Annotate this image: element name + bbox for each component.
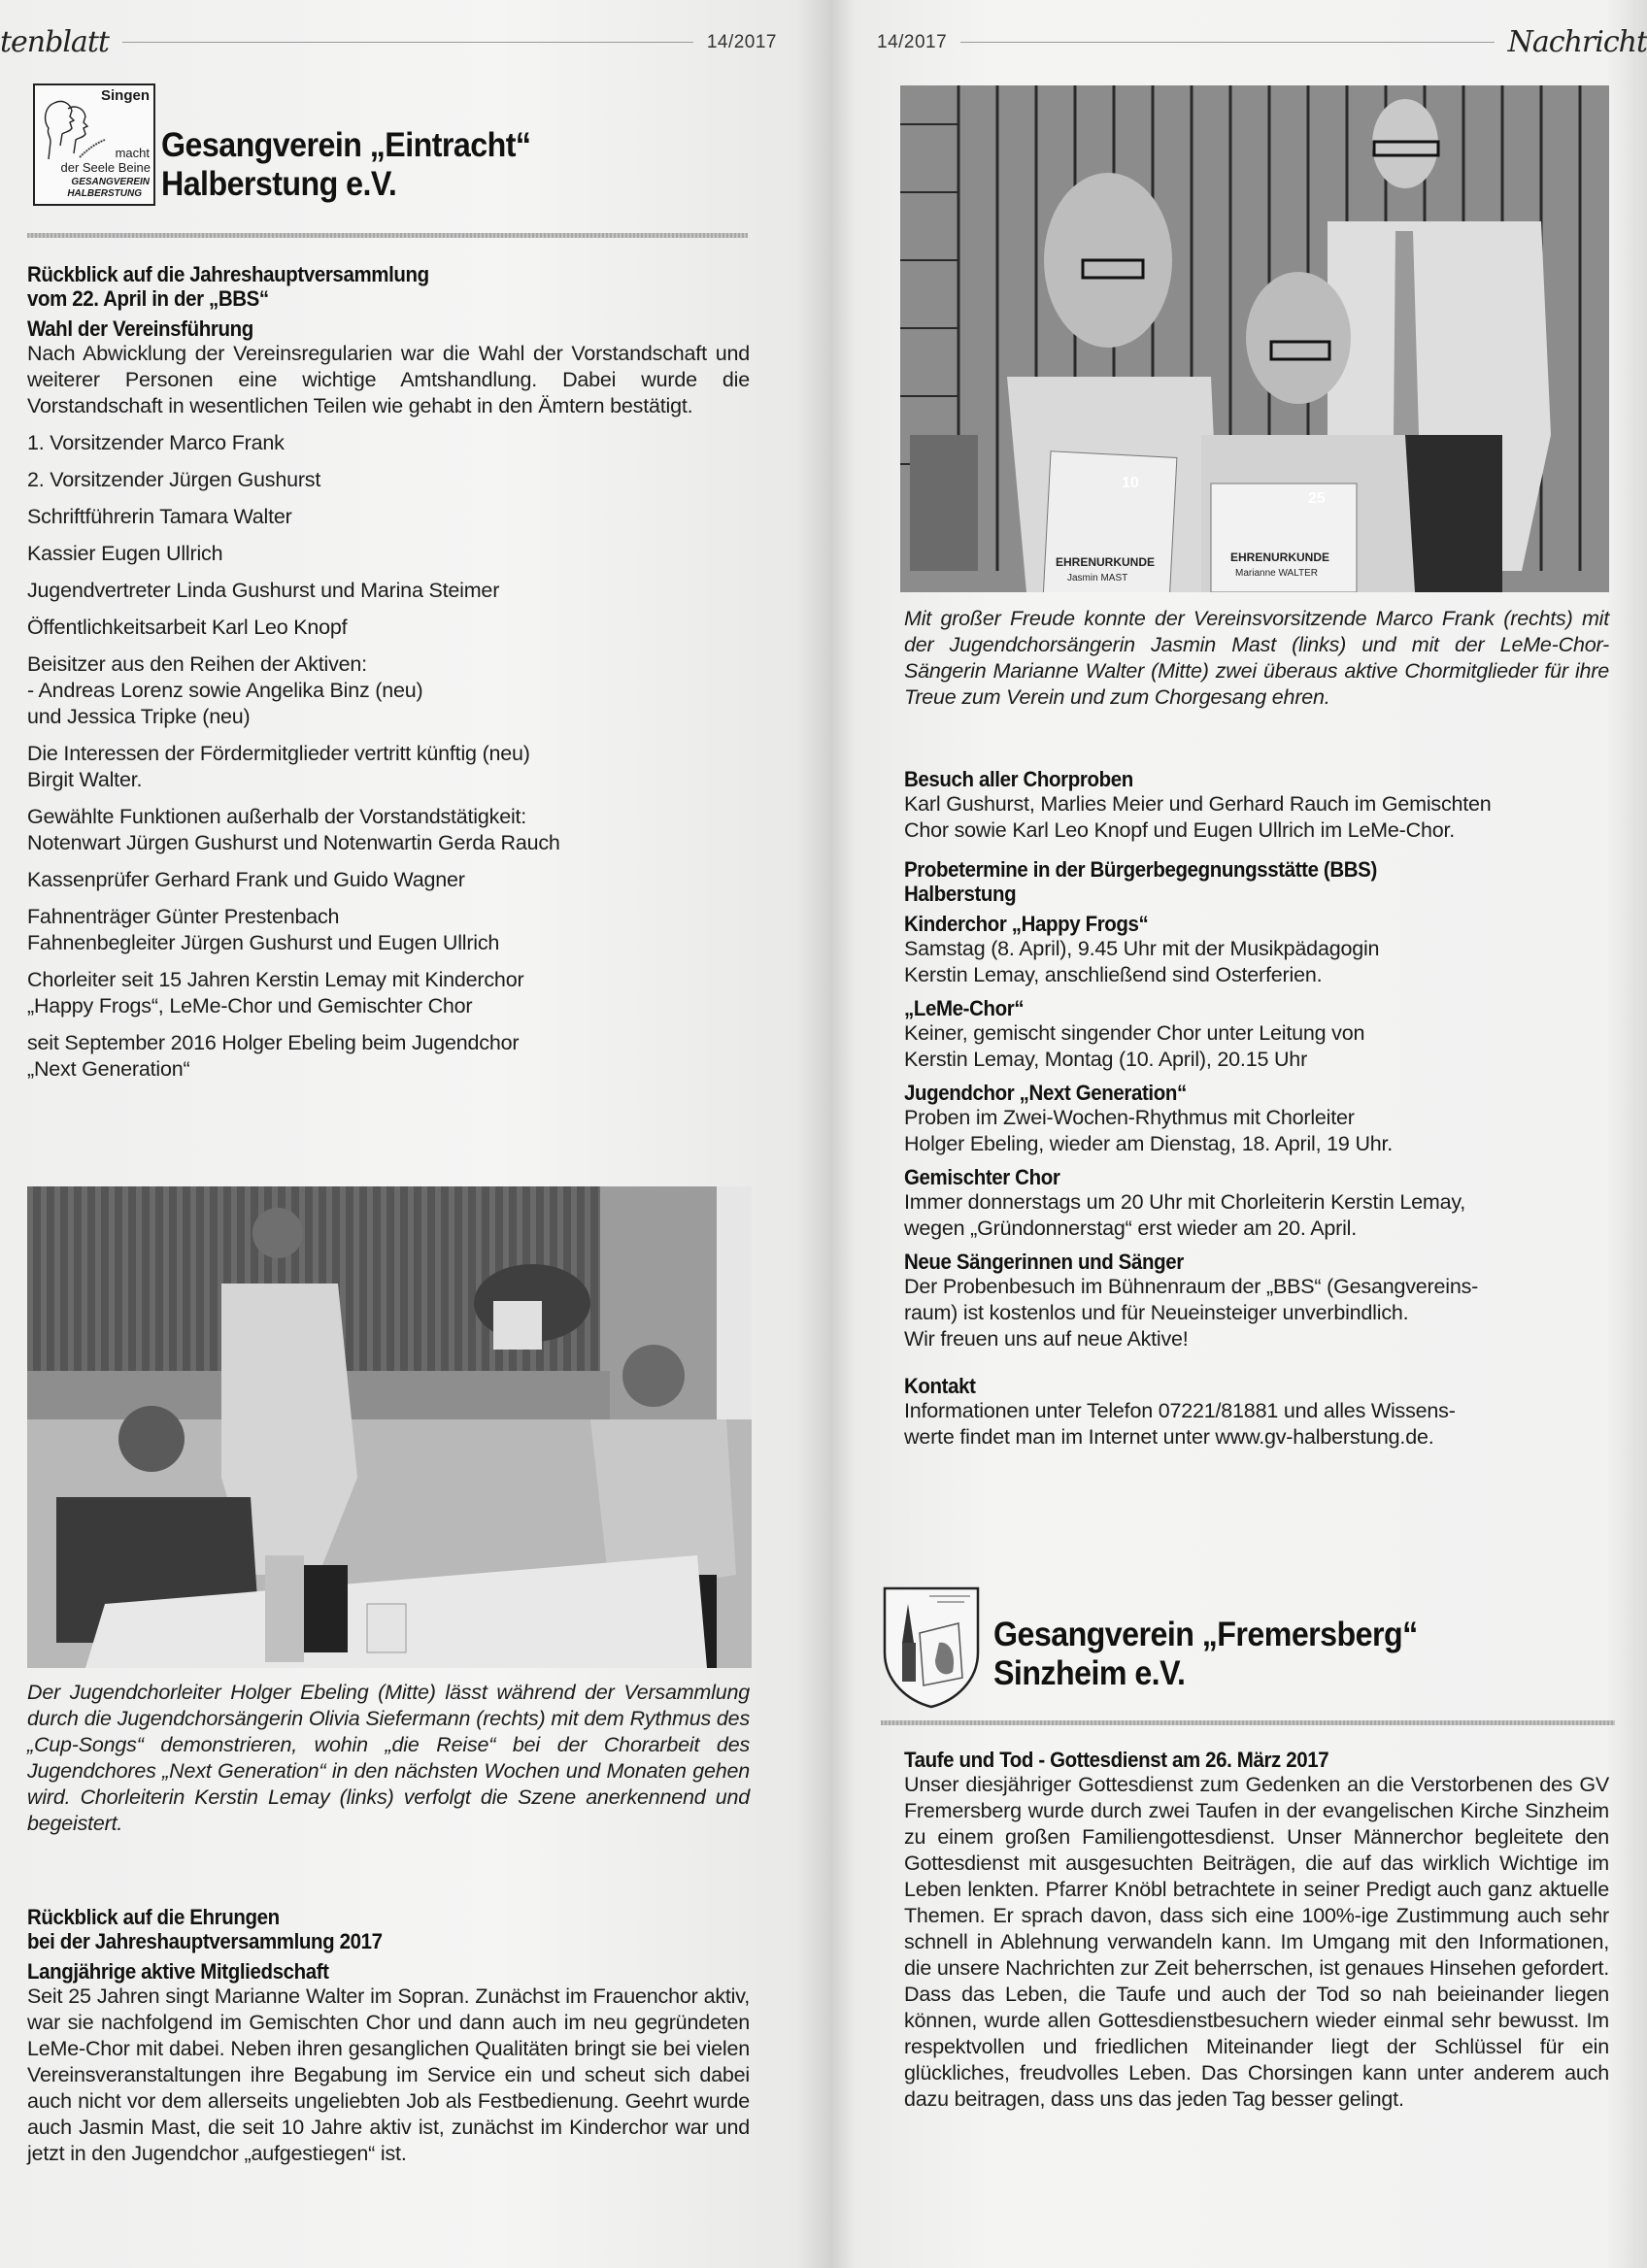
board-entry-line: Chorleiter seit 15 Jahren Kerstin Lemay mit Kinderchor bbox=[27, 968, 524, 991]
rehearsal-item-line: Samstag (8. April), 9.45 Uhr mit der Musikpädagogin bbox=[904, 937, 1380, 960]
section-heading-besuch: Besuch aller Chorproben bbox=[904, 767, 1133, 791]
board-entry-line: 1. Vorsitzender Marco Frank bbox=[27, 431, 285, 454]
club-header-eintracht bbox=[33, 83, 563, 206]
board-entry bbox=[27, 615, 750, 641]
club-title bbox=[993, 1616, 1418, 1693]
rehearsals-heading: Probetermine in der Bürgerbegegnungsstätte (BBS) bbox=[904, 857, 1377, 882]
board-members-list bbox=[27, 430, 750, 1083]
chorproben-and-rehearsals bbox=[904, 767, 1609, 1451]
photo-meeting-scene bbox=[27, 1186, 752, 1668]
running-header-left bbox=[0, 25, 777, 59]
rehearsal-item bbox=[904, 1250, 1609, 1352]
rehearsal-item-line: Wir freuen uns auf neue Aktive! bbox=[904, 1327, 1189, 1351]
board-entry-line: 2. Vorsitzender Jürgen Gushurst bbox=[27, 468, 321, 491]
board-entry-line: Notenwart Jürgen Gushurst und Notenwartin Gerda Rauch bbox=[27, 831, 560, 854]
rehearsal-item-heading: Kinderchor „Happy Frogs“ bbox=[904, 912, 1149, 936]
rehearsal-item bbox=[904, 1165, 1609, 1242]
rehearsal-item-heading: Neue Sängerinnen und Sänger bbox=[904, 1250, 1184, 1274]
rehearsal-item bbox=[904, 996, 1609, 1073]
board-entry-line: Jugendvertreter Linda Gushurst und Marina Steimer bbox=[27, 579, 500, 602]
article-heading-cont: vom 22. April in der „BBS“ bbox=[27, 286, 269, 311]
article-subheading: Wahl der Vereinsführung bbox=[27, 317, 253, 341]
section-line: Karl Gushurst, Marlies Meier und Gerhard Rauch im Gemischten bbox=[904, 792, 1492, 816]
board-entry-line: Birgit Walter. bbox=[27, 768, 143, 791]
photo-caption-honorees bbox=[904, 606, 1609, 711]
board-entry-line: Gewählte Funktionen außerhalb der Vorstandstätigkeit: bbox=[27, 805, 527, 828]
board-entry-line: „Happy Frogs“, LeMe-Chor und Gemischter Chor bbox=[27, 994, 473, 1017]
logo-text-singen: Singen bbox=[100, 87, 150, 104]
publication-name-script: Nachricht bbox=[1507, 25, 1647, 59]
article-heading: Rückblick auf die Jahreshauptversammlung bbox=[27, 262, 429, 286]
board-entry bbox=[27, 741, 750, 793]
board-entry-line: und Jessica Tripke (neu) bbox=[27, 705, 251, 728]
article-heading: Rückblick auf die Ehrungen bbox=[27, 1905, 280, 1929]
logo-text-seele: der Seele Beine bbox=[60, 160, 151, 175]
board-entry bbox=[27, 904, 750, 956]
right-page bbox=[830, 0, 1647, 2268]
issue-number: 14/2017 bbox=[877, 31, 948, 52]
header-rule bbox=[960, 42, 1494, 43]
rehearsal-item-heading: „LeMe-Chor“ bbox=[904, 996, 1025, 1020]
photo-honorees bbox=[900, 85, 1609, 592]
article-body: Seit 25 Jahren singt Marianne Walter im Sopran. Zunächst im Frauenchor aktiv, war sie nachfolgend im Gemischten Chor und dann auch im neu gegründeten LeMe-Chor mit dabei. Neben ihren gesanglichen Qualitäten bringt sie bei vielen Vereinsveranstaltungen ihre Begabung im Service ein und scheut sich dabei auch nicht vor dem allerseits ungeliebten Job als Festbedienung. Geehrt wurde auch Jasmin Mast, die seit 10 Jahre aktiv ist, zunächst im Kinderchor war und jetzt in den Jugendchor „aufgestiegen“ ist. bbox=[27, 1984, 750, 2165]
logo-text-gesangverein: GESANGVEREIN bbox=[71, 177, 150, 187]
board-entry bbox=[27, 504, 750, 530]
board-entry bbox=[27, 541, 750, 567]
rehearsal-item-line: Holger Ebeling, wieder am Dienstag, 18. April, 19 Uhr. bbox=[904, 1132, 1394, 1155]
rehearsal-item-line: raum) ist kostenlos und für Neueinsteiger unverbindlich. bbox=[904, 1301, 1409, 1324]
svg-text:25: 25 bbox=[1308, 490, 1326, 507]
svg-text:Jasmin MAST: Jasmin MAST bbox=[1067, 573, 1128, 584]
article-intro: Nach Abwicklung der Vereinsregularien war die Wahl der Vorstandschaft und weiterer Personen eine wichtige Amtshandlung. Dabei wurde die Vorstandschaft in wesentlichen Teilen wie gehabt in den Ämtern bestätigt. bbox=[27, 342, 750, 417]
logo-text-macht: macht bbox=[115, 146, 150, 160]
church-crest-shield-icon bbox=[881, 1584, 982, 1709]
rehearsal-item-line: Der Probenbesuch im Bühnenraum der „BBS“ (Gesangvereins- bbox=[904, 1275, 1479, 1298]
rehearsal-item-line: Keiner, gemischt singender Chor unter Leitung von bbox=[904, 1021, 1365, 1045]
issue-number: 14/2017 bbox=[706, 31, 777, 52]
rehearsal-item-heading: Gemischter Chor bbox=[904, 1165, 1060, 1189]
club-title-line2: Halberstung e.V. bbox=[161, 165, 397, 203]
article-body: Unser diesjähriger Gottesdienst zum Gedenken an die Verstorbenen des GV Fremersberg wurde durch zwei Taufen in der evangelischen Kirche Sinzheim zu einem großen Familiengottesdienst. Unser Männerchor begleitete den Gottesdienst mit ausgesuchten Beiträgen, die auf das wirklich Wichtige im Leben lenkten. Pfarrer Knöbl betrachtete in seiner Predigt auch ganz aktuelle Themen. Er sprach davon, dass sich eine 100%-ige Zustimmung auch sehr schnell in Ablehnung verwandeln kann. Im Umgang mit den Informationen, die unsere Nachrichten zur Zeit beherrschen, ist genaues Hinsehen gefordert. Dass das Leben, die Taufe und auch der Tod so nah beieinander liegen können, wurde allen Gottesdienstbesuchern wieder einmal sehr bewusst. Im respektvollen und friedlichen Miteinander liegt der Schlüssel für ein glückliches, freudvolles Leben. Das Chorsingen kann unter anderem auch dazu beitragen, dass uns das jeden Tag besser gelingt. bbox=[904, 1773, 1609, 2111]
board-entry bbox=[27, 867, 750, 893]
board-entry bbox=[27, 578, 750, 604]
rehearsal-schedule-list bbox=[904, 912, 1609, 1352]
certificate-right bbox=[1211, 484, 1357, 592]
board-entry bbox=[27, 967, 750, 1019]
section-line: Chor sowie Karl Leo Knopf und Eugen Ullrich im LeMe-Chor. bbox=[904, 818, 1456, 842]
honorees-photo-image bbox=[900, 85, 1609, 592]
board-entry-line: Beisitzer aus den Reihen der Aktiven: bbox=[27, 652, 367, 676]
rehearsal-item-heading: Jugendchor „Next Generation“ bbox=[904, 1081, 1187, 1105]
meeting-photo-image bbox=[27, 1186, 752, 1668]
board-entry-line: „Next Generation“ bbox=[27, 1057, 190, 1081]
club-title bbox=[161, 126, 530, 204]
running-header-right bbox=[877, 25, 1647, 59]
article-heading-cont: bei der Jahreshauptversammlung 2017 bbox=[27, 1929, 383, 1953]
contact-line-website: werte findet man im Internet unter www.gv-halberstung.de. bbox=[904, 1425, 1434, 1449]
svg-text:EHRENURKUNDE: EHRENURKUNDE bbox=[1056, 555, 1156, 569]
club-title-line1: Gesangverein „Fremersberg“ bbox=[993, 1616, 1418, 1653]
photo-caption-meeting bbox=[27, 1680, 750, 1837]
article-ehrungen bbox=[27, 1905, 750, 2167]
rehearsal-item bbox=[904, 1081, 1609, 1157]
board-entry-line: seit September 2016 Holger Ebeling beim Jugendchor bbox=[27, 1031, 520, 1054]
club-title-line1: Gesangverein „Eintracht“ bbox=[161, 126, 531, 164]
board-entry-line: Die Interessen der Fördermitglieder vertritt künftig (neu) bbox=[27, 742, 530, 765]
club-title-line2: Sinzheim e.V. bbox=[993, 1654, 1186, 1692]
rehearsal-item-line: wegen „Gründonnerstag“ erst wieder am 20. April. bbox=[904, 1217, 1358, 1240]
choir-singers-logo-icon bbox=[33, 83, 155, 206]
caption-text: Der Jugendchorleiter Holger Ebeling (Mitte) lässt während der Versammlung durch die Jugendchorsängerin Olivia Siefermann (rechts) mit dem Rythmus des „Cup-Songs“ demonstrieren, wohin „die Reise“ bei der Chorarbeit des Jugendchores „Next Generation“ in den nächsten Wochen und Monaten gehen wird. Chorleiterin Kerstin Lemay (links) verfolgt die Szene anerkennend und begeistert. bbox=[27, 1681, 750, 1835]
publication-name-script: tenblatt bbox=[0, 25, 109, 59]
contact-line-phone: Informationen unter Telefon 07221/81881 und alles Wissens- bbox=[904, 1399, 1456, 1422]
board-entry-line: Schriftführerin Tamara Walter bbox=[27, 505, 292, 528]
rehearsal-item-line: Proben im Zwei-Wochen-Rhythmus mit Chorleiter bbox=[904, 1106, 1355, 1129]
certificate-left bbox=[1041, 451, 1177, 592]
article-subheading: Langjährige aktive Mitgliedschaft bbox=[27, 1959, 329, 1984]
rehearsal-item-line: Immer donnerstags um 20 Uhr mit Chorleiterin Kerstin Lemay, bbox=[904, 1190, 1466, 1214]
article-heading: Taufe und Tod - Gottesdienst am 26. März 2017 bbox=[904, 1748, 1329, 1772]
board-entry-line: Fahnenträger Günter Prestenbach bbox=[27, 905, 340, 928]
svg-text:10: 10 bbox=[1122, 475, 1139, 491]
rehearsal-item bbox=[904, 912, 1609, 988]
logo-text-halberstung: HALBERSTUNG bbox=[67, 188, 142, 199]
rehearsal-item-line: Kerstin Lemay, Montag (10. April), 20.15 Uhr bbox=[904, 1048, 1308, 1071]
header-rule bbox=[122, 42, 693, 43]
rehearsal-item-line: Kerstin Lemay, anschließend sind Osterferien. bbox=[904, 963, 1323, 986]
board-entry-line: - Andreas Lorenz sowie Angelika Binz (neu) bbox=[27, 679, 423, 702]
article-taufe-und-tod bbox=[904, 1748, 1609, 2113]
caption-text: Mit großer Freude konnte der Vereinsvorsitzende Marco Frank (rechts) mit der Jugendchorsängerin Jasmin Mast (links) und mit der LeMe-Chor-Sängerin Marianne Walter (Mitte) zwei überaus aktive Chormitglieder für ihre Treue zum Verein und zum Chorgesang ehren. bbox=[904, 607, 1609, 709]
board-entry bbox=[27, 1030, 750, 1083]
board-entry-line: Kassenprüfer Gerhard Frank und Guido Wagner bbox=[27, 868, 465, 891]
contact-heading: Kontakt bbox=[904, 1374, 976, 1398]
club-header-fremersberg bbox=[881, 1584, 1455, 1709]
board-entry bbox=[27, 430, 750, 456]
board-entry-line: Fahnenbegleiter Jürgen Gushurst und Eugen Ullrich bbox=[27, 931, 500, 954]
board-entry bbox=[27, 467, 750, 493]
board-entry-line: Öffentlichkeitsarbeit Karl Leo Knopf bbox=[27, 616, 348, 639]
article-jahreshauptversammlung bbox=[27, 262, 750, 1093]
board-entry bbox=[27, 651, 750, 730]
svg-text:EHRENURKUNDE: EHRENURKUNDE bbox=[1230, 550, 1330, 564]
rehearsals-heading-cont: Halberstung bbox=[904, 882, 1017, 906]
board-entry-line: Kassier Eugen Ullrich bbox=[27, 542, 223, 565]
section-divider bbox=[27, 233, 748, 238]
section-divider bbox=[881, 1720, 1615, 1725]
svg-text:Marianne WALTER: Marianne WALTER bbox=[1235, 568, 1319, 579]
board-entry bbox=[27, 804, 750, 856]
